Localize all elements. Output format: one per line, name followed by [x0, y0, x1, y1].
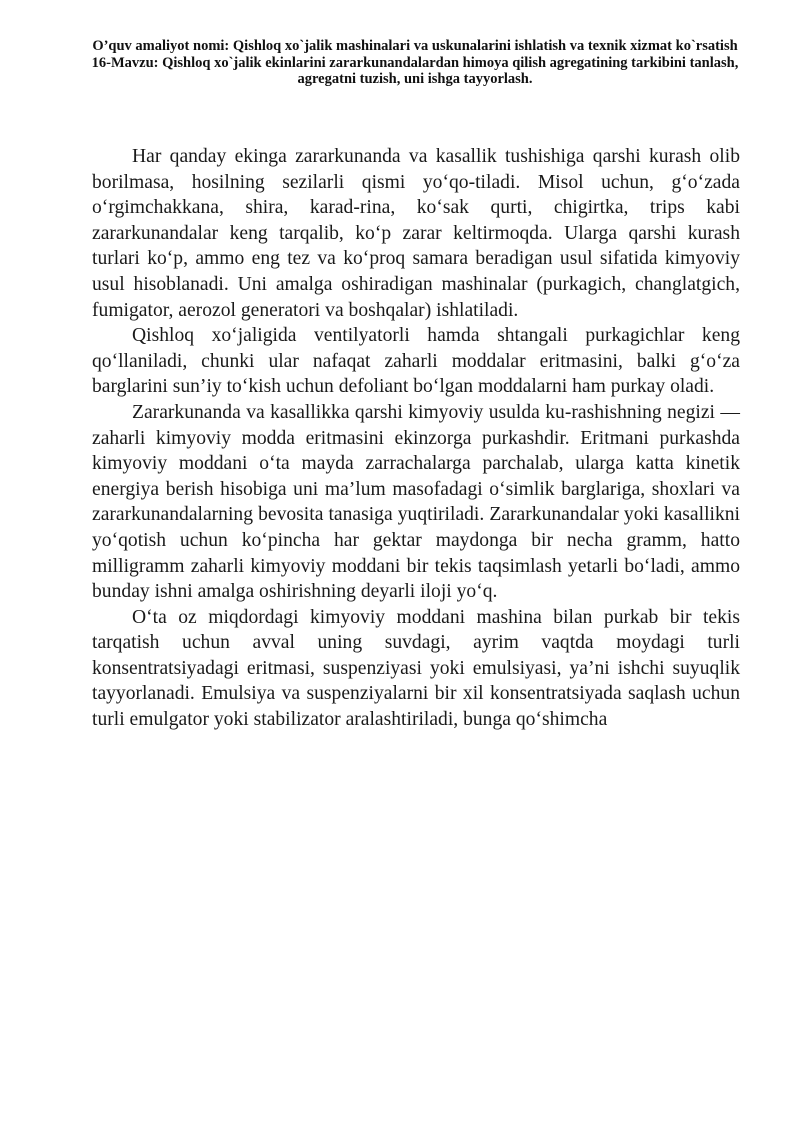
- topic-title: 16-Mavzu: Qishloq xo`jalik ekinlarini zararkunandalardan himoya qilish agregatining tarkibini tanlash, agregatni tuzish, uni ishga tayyorlash.: [91, 54, 739, 87]
- course-title: O’quv amaliyot nomi: Qishloq xo`jalik mashinalari va uskunalarini ishlatish va texnik xizmat ko`rsatish: [92, 38, 738, 54]
- paragraph-3: Zararkunanda va kasallikka qarshi kimyoviy usulda ku-rashishning negizi — zaharli kimyoviy modda eritmasini ekinzorga purkashdir. Eritmani purkashda kimyoviy moddani o‘ta mayda zarrachalarga parchalab, ularga katta kinetik energiya berish hisobiga uni ma’lum masofadagi o‘simlik barglariga, shoxlari va zararkunandalarning bevosita tanasiga yuqtiriladi. Zararkunandalar yoki kasallikni yo‘qotish uchun ko‘pincha har gektar maydonga bir necha gramm, hatto milligramm zaharli kimyoviy moddani bir tekis taqsimlash yetarli bo‘ladi, ammo bunday ishni amalga oshirishning deyarli iloji yo‘q.: [92, 401, 740, 603]
- paragraph-1: Har qanday ekinga zararkunanda va kasallik tushishiga qarshi kurash olib borilmasa, hosilning sezilarli qismi yo‘qo-tiladi. Misol uchun, g‘o‘zada o‘rgimchakkana, shira, karad-rina, ko‘sak qurti, chigirtka, trips kabi zararkunandalar keng tarqalib, ko‘p zarar keltirmoqda. Ularga qarshi kurash turlari ko‘p, ammo eng tez va ko‘proq samara beradigan usul sifatida kimyoviy usul hisoblanadi. Uni amalga oshiradigan mashinalar (purkagich, changlatgich, fumigator, aerozol generatori va boshqalar) ishlatiladi.: [92, 146, 740, 321]
- paragraph-2: Qishloq xo‘jaligida ventilyatorli hamda shtangali purkagichlar keng qo‘llaniladi, chunki ular nafaqat zaharli moddalar eritmasini, balki g‘o‘za barglarini sun’iy to‘kish uchun defoliant bo‘lgan moddalarni ham purkay oladi.: [92, 325, 740, 398]
- paragraph-4: O‘ta oz miqdordagi kimyoviy moddani mashina bilan purkab bir tekis tarqatish uchun avval uning suvdagi, ayrim vaqtda moydagi turli konsentratsiyadagi eritmasi, suspenziyasi yoki emulsiyasi, ya’ni ishchi suyuqlik tayyorlanadi. Emulsiya va suspenziyalarni bir xil konsentratsiyada saqlash uchun turli emulgator yoki stabilizator aralashtiriladi, bunga qo‘shimcha: [92, 606, 740, 731]
- document-header: [70, 38, 760, 88]
- body-text: [92, 144, 740, 733]
